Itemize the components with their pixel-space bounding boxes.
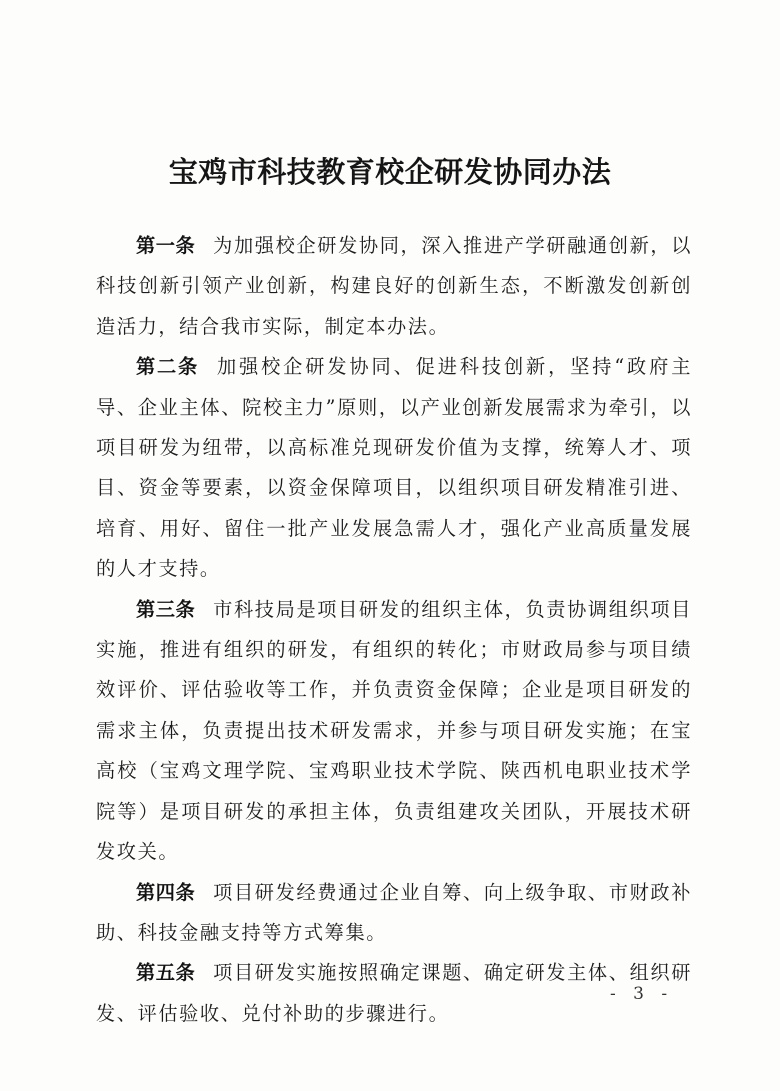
article-number: 第一条 xyxy=(136,234,196,257)
article-4 xyxy=(96,873,692,954)
article-text: 为加强校企研发协同，深入推进产学研融通创新，以科技创新引领产业创新，构建良好的创新生态，不断激发创新创造活力，结合我市实际，制定本办法。 xyxy=(96,234,692,338)
article-1 xyxy=(96,226,692,347)
article-text: 市科技局是项目研发的组织主体，负责协调组织项目实施，推进有组织的研发，有组织的转化；市财政局参与项目绩效评价、评估验收等工作，并负责资金保障；企业是项目研发的需求主体，负责提出技术研发需求，并参与项目研发实施；在宝高校（宝鸡文理学院、宝鸡职业技术学院、陕西机电职业技术学院等）是项目研发的承担主体，负责组建攻关团队，开展技术研发攻关。 xyxy=(96,597,692,864)
article-3 xyxy=(96,590,692,873)
document-title: 宝鸡市科技教育校企研发协同办法 xyxy=(168,155,612,189)
article-number: 第三条 xyxy=(136,597,196,621)
article-2 xyxy=(96,347,692,589)
page-number: - 3 - xyxy=(610,984,674,1004)
article-text: 项目研发实施按照确定课题、确定研发主体、组织研发、评估验收、兑付补助的步骤进行。 xyxy=(96,961,692,1025)
article-5 xyxy=(96,953,692,1034)
article-text: 加强校企研发协同、促进科技创新，坚持“政府主导、企业主体、院校主力”原则，以产业创新发展需求为牵引，以项目研发为纽带，以高标准兑现研发价值为支撑，统筹人才、项目、资金等要素，以资金保障项目，以组织项目研发精准引进、培育、用好、留住一批产业发展急需人才，强化产业高质量发展的人才支持。 xyxy=(96,355,692,581)
article-number: 第四条 xyxy=(136,880,196,904)
document-body xyxy=(96,226,692,1034)
article-text: 项目研发经费通过企业自筹、向上级争取、市财政补助、科技金融支持等方式筹集。 xyxy=(96,880,692,944)
article-number: 第二条 xyxy=(136,355,199,379)
article-number: 第五条 xyxy=(136,961,196,985)
